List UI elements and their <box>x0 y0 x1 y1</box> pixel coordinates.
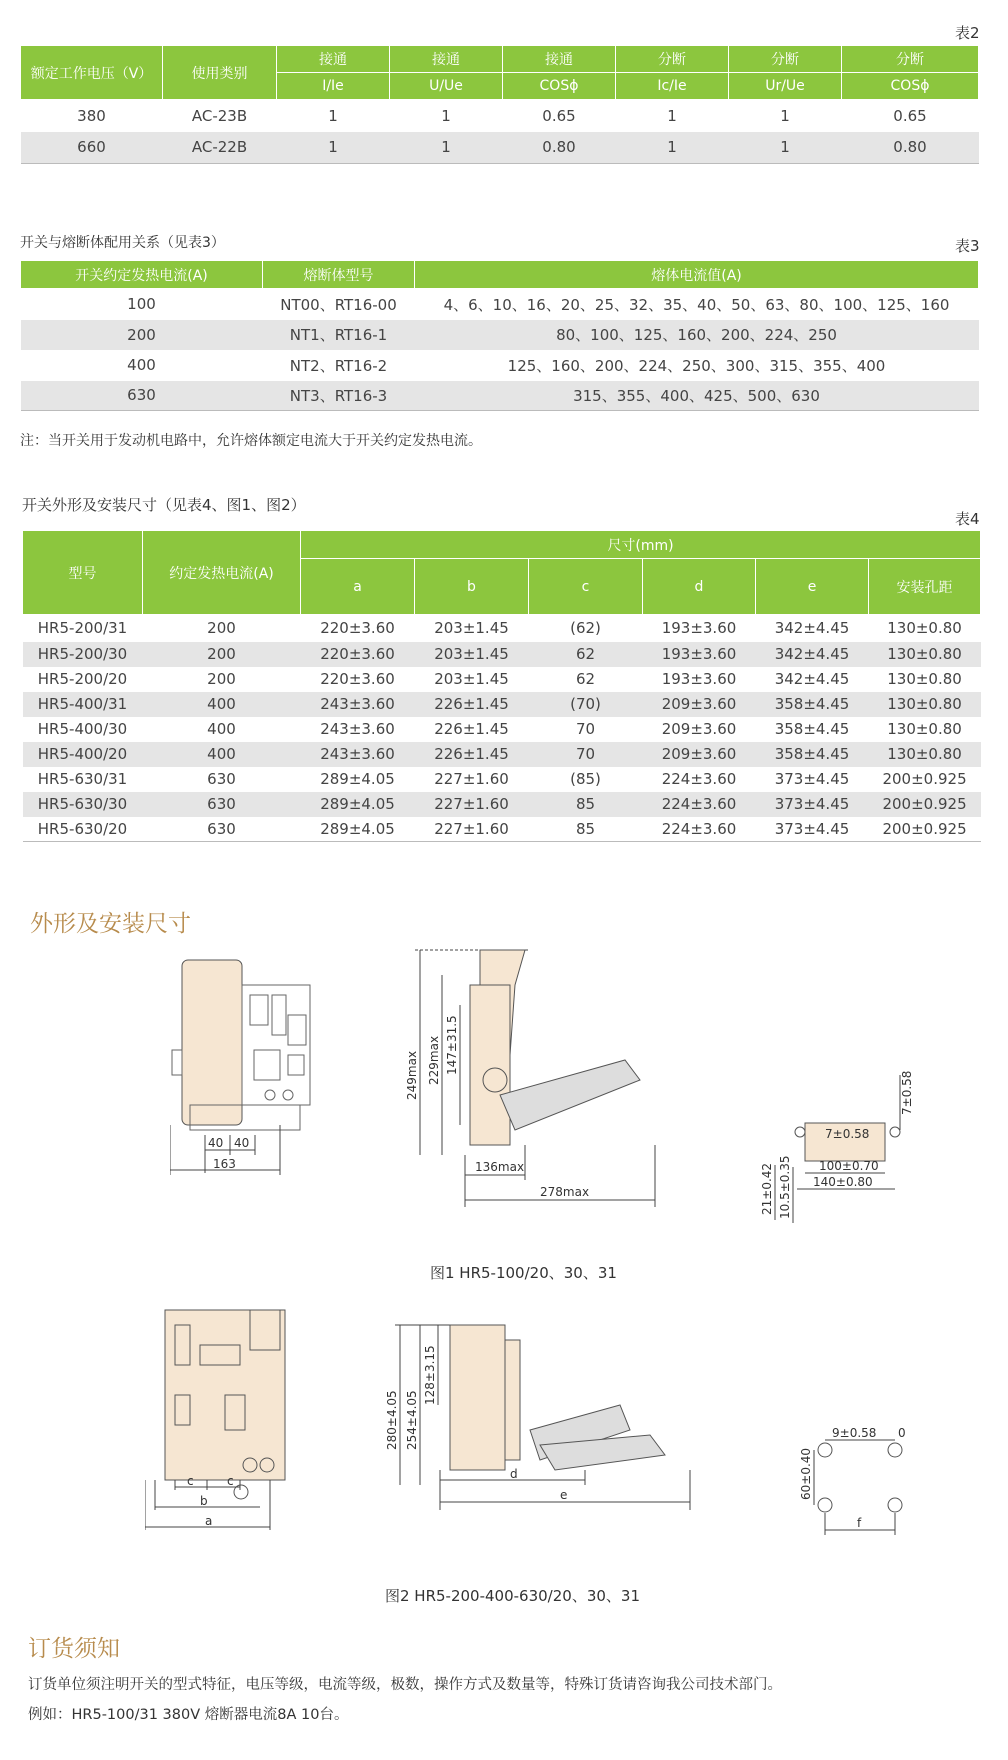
table-cell: 1 <box>616 132 729 164</box>
table-row <box>23 692 981 717</box>
table-row <box>21 381 979 411</box>
table-cell: (85) <box>529 767 643 792</box>
table-cell: AC-22B <box>163 132 277 164</box>
table-cell: 70 <box>529 742 643 767</box>
subheader-e: e <box>756 559 869 615</box>
table-cell: 1 <box>729 132 842 164</box>
table-cell: 130±0.80 <box>869 742 981 767</box>
table-cell: 200±0.925 <box>869 817 981 842</box>
table-cell: 227±1.60 <box>415 792 529 817</box>
fig1-dim-249: 249max <box>405 1050 419 1100</box>
table-cell: 203±1.45 <box>415 642 529 667</box>
table-cell: 226±1.45 <box>415 742 529 767</box>
table-cell: 0.80 <box>842 132 979 164</box>
subheader-cos-make: COSϕ <box>503 73 616 100</box>
fig2-dim-254: 254±4.05 <box>405 1390 419 1450</box>
header-fuse-model: 熔断体型号 <box>263 261 415 289</box>
fig1-dim-147: 147±31.5 <box>445 1015 459 1075</box>
fig2-dim-a: a <box>205 1514 213 1528</box>
table-cell: 130±0.80 <box>869 615 981 642</box>
table-cell: HR5-400/20 <box>23 742 143 767</box>
table-cell: 85 <box>529 817 643 842</box>
table-cell: 193±3.60 <box>643 642 756 667</box>
table-row <box>23 817 981 842</box>
table-row <box>23 615 981 642</box>
table-cell: NT1、RT16-1 <box>263 320 415 350</box>
table-row <box>23 742 981 767</box>
table-cell: NT2、RT16-2 <box>263 350 415 381</box>
table-cell: 315、355、400、425、500、630 <box>415 381 979 411</box>
table-cell: 1 <box>277 132 390 164</box>
table-cell: 227±1.60 <box>415 817 529 842</box>
table3-tag: 表3 <box>955 237 980 255</box>
fig2-dim-128: 128±3.15 <box>423 1345 437 1405</box>
fig1-dim-21: 21±0.42 <box>760 1162 774 1215</box>
header-model: 型号 <box>23 531 143 615</box>
table-cell: 224±3.60 <box>643 767 756 792</box>
table3-title: 开关与熔断体配用关系（见表3） <box>20 235 225 251</box>
table-cell: 70 <box>529 717 643 742</box>
table-cell: 227±1.60 <box>415 767 529 792</box>
table-row <box>21 289 979 320</box>
table-cell: HR5-630/20 <box>23 817 143 842</box>
table-row <box>21 132 979 164</box>
fig1-side-view <box>400 945 700 1215</box>
table-cell: 630 <box>143 792 301 817</box>
table-cell: 1 <box>616 100 729 132</box>
fig1-dim-105: 10.5±0.35 <box>778 1155 792 1219</box>
table-cell: 209±3.60 <box>643 742 756 767</box>
table-cell: 203±1.45 <box>415 667 529 692</box>
table-cell: 200 <box>143 642 301 667</box>
table-cell: HR5-400/30 <box>23 717 143 742</box>
header-rated-current: 开关约定发热电流(A) <box>21 261 263 289</box>
subheader-d: d <box>643 559 756 615</box>
fig1-dim-40a: 40 <box>208 1136 224 1150</box>
subheader-ur-ue: Ur/Ue <box>729 73 842 100</box>
table-row <box>21 320 979 350</box>
table-cell: 630 <box>143 767 301 792</box>
table3-note: 注：当开关用于发动机电路中，允许熔体额定电流大于开关约定发热电流。 <box>20 433 482 449</box>
table-cell: 342±4.45 <box>756 615 869 642</box>
fig2-dim-c1: c <box>187 1474 194 1488</box>
fig1-dim-100: 100±0.70 <box>819 1159 879 1173</box>
table-cell: 373±4.45 <box>756 792 869 817</box>
fig1-dim-40b: 40 <box>234 1136 250 1150</box>
table-cell: 1 <box>277 100 390 132</box>
table-cell: HR5-200/31 <box>23 615 143 642</box>
subheader-u-ue: U/Ue <box>390 73 503 100</box>
table-cell: 200±0.925 <box>869 767 981 792</box>
table-cell: 342±4.45 <box>756 667 869 692</box>
table-cell: 630 <box>143 817 301 842</box>
figure2-caption: 图2 HR5-200-400-630/20、30、31 <box>385 1587 641 1605</box>
table-cell: 1 <box>390 132 503 164</box>
table-3 <box>20 260 979 411</box>
table-cell: 226±1.45 <box>415 717 529 742</box>
fig1-mounting-view <box>745 1055 945 1230</box>
fig1-dim-7b: 7±0.58 <box>900 1070 914 1115</box>
table-cell: HR5-630/30 <box>23 792 143 817</box>
table-cell: AC-23B <box>163 100 277 132</box>
fig2-dim-60: 60±0.40 <box>799 1447 813 1500</box>
table-cell: NT00、RT16-00 <box>263 289 415 320</box>
table-cell: HR5-200/20 <box>23 667 143 692</box>
header-fuse-current: 熔体电流值(A) <box>415 261 979 289</box>
header-break-1: 分断 <box>616 46 729 73</box>
table-cell: HR5-400/31 <box>23 692 143 717</box>
header-voltage: 额定工作电压（V） <box>21 46 163 100</box>
subheader-b: b <box>415 559 529 615</box>
fig2-dim-9: 9±0.58 <box>832 1426 877 1440</box>
table-cell: 400 <box>21 350 263 381</box>
fig1-dim-7a: 7±0.58 <box>825 1127 870 1141</box>
table-cell: 358±4.45 <box>756 717 869 742</box>
table-cell: 358±4.45 <box>756 742 869 767</box>
section-title-ordering: 订货须知 <box>28 1636 120 1662</box>
header-make-3: 接通 <box>503 46 616 73</box>
table-cell: HR5-630/31 <box>23 767 143 792</box>
table-row <box>23 767 981 792</box>
table-row <box>23 792 981 817</box>
table-cell: 400 <box>143 742 301 767</box>
fig1-dim-136: 136max <box>475 1160 525 1174</box>
header-dimensions: 尺寸(mm) <box>301 531 981 559</box>
fig2-dim-f: f <box>857 1516 862 1530</box>
fig1-dim-229: 229max <box>427 1035 441 1085</box>
table-cell: 226±1.45 <box>415 692 529 717</box>
table-cell: 130±0.80 <box>869 667 981 692</box>
fig2-dim-c2: c <box>227 1474 234 1488</box>
table-row <box>23 717 981 742</box>
header-break-2: 分断 <box>729 46 842 73</box>
table-cell: 373±4.45 <box>756 817 869 842</box>
table-cell: 220±3.60 <box>301 615 415 642</box>
header-current: 约定发热电流(A) <box>143 531 301 615</box>
table-cell: 200 <box>21 320 263 350</box>
table-row <box>21 350 979 381</box>
fig2-side-view <box>380 1310 710 1560</box>
subheader-cos-break: COSϕ <box>842 73 979 100</box>
table-4 <box>22 530 981 842</box>
fig2-mounting-view <box>790 1425 940 1540</box>
table-cell: 400 <box>143 717 301 742</box>
table-cell: 0.65 <box>503 100 616 132</box>
table-cell: 380 <box>21 100 163 132</box>
subheader-hole-spacing: 安装孔距 <box>869 559 981 615</box>
table2-tag: 表2 <box>955 24 980 42</box>
table-row <box>23 642 981 667</box>
table4-tag: 表4 <box>955 510 980 528</box>
table-cell: (62) <box>529 615 643 642</box>
fig2-dim-e: e <box>560 1488 568 1502</box>
table-cell: 85 <box>529 792 643 817</box>
subheader-i-ie: I/Ie <box>277 73 390 100</box>
fig2-front-view <box>145 1300 305 1535</box>
fig2-dim-280: 280±4.05 <box>385 1390 399 1450</box>
table-cell: 289±4.05 <box>301 767 415 792</box>
table-cell: 1 <box>729 100 842 132</box>
order-info-line: 订货单位须注明开关的型式特征，电压等级，电流等级，极数，操作方式及数量等，特殊订货请咨询我公司技术部门。 <box>28 1677 782 1693</box>
table-cell: 200 <box>143 615 301 642</box>
subheader-c: c <box>529 559 643 615</box>
table-cell: 289±4.05 <box>301 817 415 842</box>
header-break-3: 分断 <box>842 46 979 73</box>
subheader-ic-ie: Ic/Ie <box>616 73 729 100</box>
fig1-dim-163: 163 <box>213 1157 236 1171</box>
table-cell: 243±3.60 <box>301 717 415 742</box>
table-cell: 209±3.60 <box>643 717 756 742</box>
table-cell: 220±3.60 <box>301 667 415 692</box>
table-cell: 200±0.925 <box>869 792 981 817</box>
table-cell: 4、6、10、16、20、25、32、35、40、50、63、80、100、125、160 <box>415 289 979 320</box>
table-row <box>23 667 981 692</box>
table-cell: 62 <box>529 642 643 667</box>
header-make-2: 接通 <box>390 46 503 73</box>
table-cell: 224±3.60 <box>643 792 756 817</box>
table-cell: NT3、RT16-3 <box>263 381 415 411</box>
table-cell: 243±3.60 <box>301 742 415 767</box>
table-cell: 130±0.80 <box>869 642 981 667</box>
fig2-dim-d: d <box>510 1467 518 1481</box>
table-cell: 200 <box>143 667 301 692</box>
fig1-dim-140: 140±0.80 <box>813 1175 873 1189</box>
table-cell: 400 <box>143 692 301 717</box>
table-cell: 630 <box>21 381 263 411</box>
table-cell: 193±3.60 <box>643 615 756 642</box>
fig1-dim-278: 278max <box>540 1185 590 1199</box>
table-cell: (70) <box>529 692 643 717</box>
table-cell: 1 <box>390 100 503 132</box>
table-cell: 243±3.60 <box>301 692 415 717</box>
table-cell: 220±3.60 <box>301 642 415 667</box>
fig2-dim-zero: 0 <box>898 1426 906 1440</box>
table-cell: 80、100、125、160、200、224、250 <box>415 320 979 350</box>
table-cell: 342±4.45 <box>756 642 869 667</box>
table-cell: 0.65 <box>842 100 979 132</box>
section-title-dimensions: 外形及安装尺寸 <box>30 911 191 937</box>
table-cell: 224±3.60 <box>643 817 756 842</box>
table-cell: 125、160、200、224、250、300、315、355、400 <box>415 350 979 381</box>
subheader-a: a <box>301 559 415 615</box>
table4-title: 开关外形及安装尺寸（见表4、图1、图2） <box>22 496 306 514</box>
order-example-line: 例如：HR5-100/31 380V 熔断器电流8A 10台。 <box>28 1707 349 1723</box>
table-cell: 289±4.05 <box>301 792 415 817</box>
fig1-front-view <box>170 955 330 1195</box>
table-cell: 0.80 <box>503 132 616 164</box>
table-cell: 209±3.60 <box>643 692 756 717</box>
table-2 <box>20 45 979 164</box>
figure1-caption: 图1 HR5-100/20、30、31 <box>430 1264 617 1282</box>
fig2-dim-b: b <box>200 1494 208 1508</box>
table-cell: 130±0.80 <box>869 692 981 717</box>
table-cell: 100 <box>21 289 263 320</box>
header-category: 使用类别 <box>163 46 277 100</box>
header-make-1: 接通 <box>277 46 390 73</box>
table-cell: HR5-200/30 <box>23 642 143 667</box>
table-cell: 660 <box>21 132 163 164</box>
table-cell: 62 <box>529 667 643 692</box>
table-cell: 373±4.45 <box>756 767 869 792</box>
table-cell: 358±4.45 <box>756 692 869 717</box>
table-row <box>21 100 979 132</box>
table-cell: 203±1.45 <box>415 615 529 642</box>
table-cell: 193±3.60 <box>643 667 756 692</box>
table-cell: 130±0.80 <box>869 717 981 742</box>
